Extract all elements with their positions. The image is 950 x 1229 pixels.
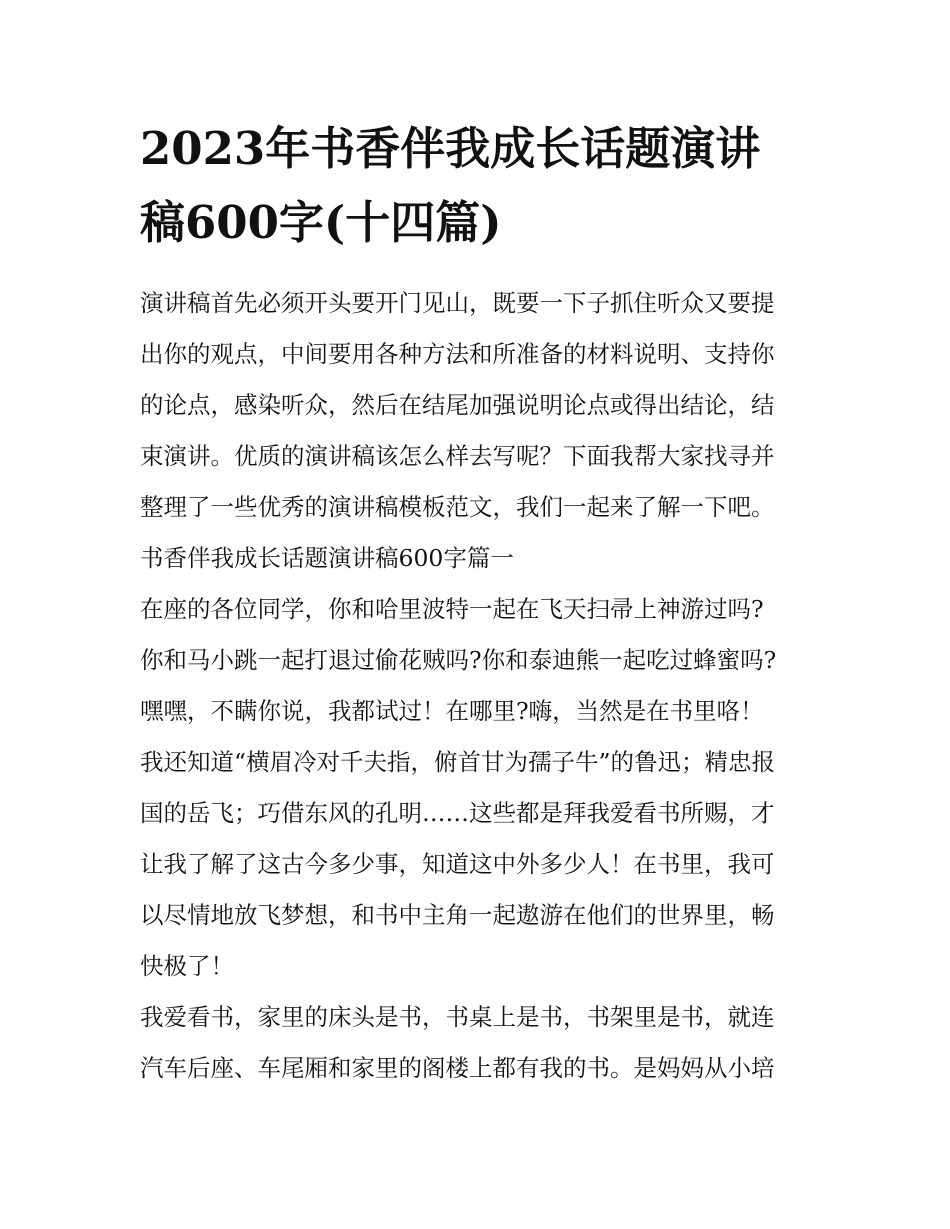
title-line: 稿600字(十四篇)	[140, 196, 502, 249]
body-line: 整理了一些优秀的演讲稿模板范文，我们一起来了解一下吧。	[140, 493, 775, 521]
body-line: 束演讲。优质的演讲稿该怎么样去写呢？下面我帮大家找寻并	[140, 442, 775, 470]
document-body	[140, 278, 820, 1094]
body-line: 我还知道“横眉冷对千夫指，俯首甘为孺子牛”的鲁迅；精忠报	[140, 748, 776, 776]
body-line: 的论点，感染听众，然后在结尾加强说明论点或得出结论，结	[140, 391, 775, 419]
body-line: 在座的各位同学，你和哈里波特一起在飞天扫帚上神游过吗?	[140, 595, 764, 623]
body-line: 演讲稿首先必须开头要开门见山，既要一下子抓住听众又要提	[140, 289, 775, 317]
body-line: 让我了解了这古今多少事，知道这中外多少人！在书里，我可	[140, 850, 775, 878]
body-line: 汽车后座、车尾厢和家里的阁楼上都有我的书。是妈妈从小培	[140, 1054, 775, 1082]
document-title	[140, 112, 820, 260]
body-line: 嘿嘿，不瞒你说，我都试过！在哪里?嗨，当然是在书里咯！	[140, 697, 764, 725]
body-line: 快极了！	[140, 952, 234, 980]
body-line: 以尽情地放飞梦想，和书中主角一起遨游在他们的世界里，畅	[140, 901, 775, 929]
body-line: 我爱看书，家里的床头是书，书桌上是书，书架里是书，就连	[140, 1003, 775, 1031]
body-line: 出你的观点，中间要用各种方法和所准备的材料说明、支持你	[140, 340, 775, 368]
body-line: 国的岳飞；巧借东风的孔明……这些都是拜我爱看书所赐，才	[140, 799, 775, 827]
section-heading: 书香伴我成长话题演讲稿600字篇一	[140, 544, 514, 572]
body-line: 你和马小跳一起打退过偷花贼吗?你和泰迪熊一起吃过蜂蜜吗?	[140, 646, 777, 674]
title-line: 2023年书香伴我成长话题演讲	[140, 122, 761, 175]
